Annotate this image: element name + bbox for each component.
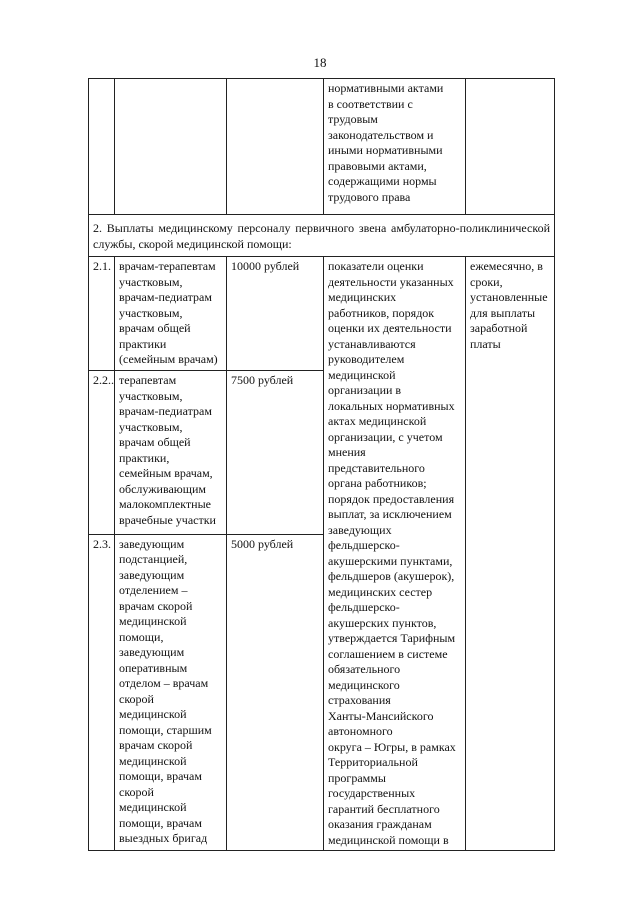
recipients-cell: заведующим подстанцией, заведующим отделением – врачам скорой медицинской помощи, заведующим оперативным отделом – врачам скорой медицинской помощи, старшим врачам скорой медицинской помощи, врачам скорой медицинской помощи, врачам выездных бригад <box>115 534 227 850</box>
row-number: 2.1. <box>89 257 115 371</box>
amount-cell: 7500 рублей <box>227 371 324 535</box>
row-number: 2.3. <box>89 534 115 850</box>
recipients-cell: терапевтам участковым, врачам-педиатрам участковым, врачам общей практики, семейным врачам, обслуживающим малокомплектные врачебные участки <box>115 371 227 535</box>
table-row-continuation <box>89 79 555 215</box>
amount-cell: 10000 рублей <box>227 257 324 371</box>
conditions-cell: нормативными актами в соответствии с трудовым законодательством и иными нормативными правовыми актами, содержащими нормы трудового права <box>324 79 466 215</box>
page-number: 18 <box>313 55 327 70</box>
cell-empty <box>227 79 324 215</box>
cell-empty <box>115 79 227 215</box>
payments-table <box>88 78 555 851</box>
cell-empty <box>466 79 555 215</box>
recipients-cell: врачам-терапевтам участковым, врачам-педиатрам участковым, врачам общей практики (семейным врачам) <box>115 257 227 371</box>
amount-cell: 5000 рублей <box>227 534 324 850</box>
row-number: 2.2.. <box>89 371 115 535</box>
table-row <box>89 257 555 371</box>
conditions-cell: показатели оценки деятельности указанных медицинских работников, порядок оценки их деятельности устанавливаются руководителем медицинской организации в локальных нормативных актах медицинской организации, с учетом мнения представительного органа работников; порядок предоставления выплат, за исключением заведующих фельдшерско- акушерскими пунктами, фельдшеров (акушерок), медицинских сестер фельдшерско- акушерских пунктов, утверждается Тарифным соглашением в системе обязательного медицинского страхования Ханты-Мансийского автономного округа – Югры, в рамках Территориальной программы государственных гарантий бесплатного оказания гражданам медицинской помощи в <box>324 257 466 851</box>
frequency-cell: ежемесячно, в сроки, установленные для выплаты заработной платы <box>466 257 555 851</box>
section-heading-row <box>89 215 555 257</box>
section-heading: 2. Выплаты медицинскому персоналу первичного звена амбулаторно-поликлинической службы, скорой медицинской помощи: <box>89 215 555 257</box>
cell-empty <box>89 79 115 215</box>
